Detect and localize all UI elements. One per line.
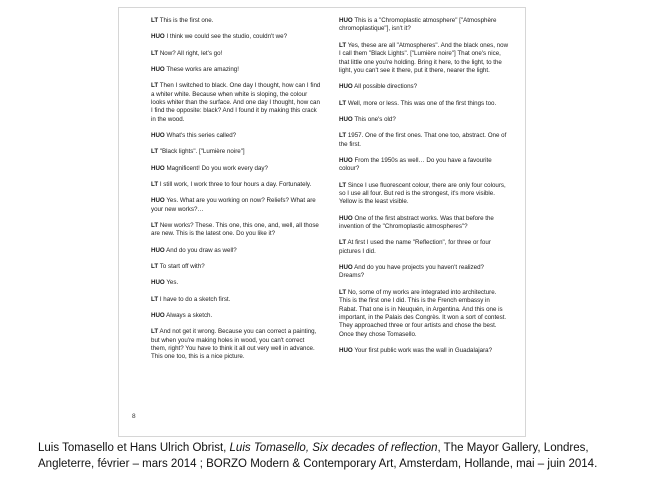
paragraph-text: Now? All right, let's go! (159, 49, 223, 57)
paragraph-text: I think we could see the studio, couldn't we? (166, 33, 288, 41)
interview-paragraph (151, 222, 321, 239)
paragraph-text: Yes, these are all "Atmospheres". And the black ones, now I call them "Black Lights". ["Lumière noire"] That one's nice, that little one you're holding. Bring it here, to the light, to the light, you can't see it there, put it there, nearer the light. (339, 41, 509, 74)
interview-paragraph (339, 157, 509, 174)
figure-caption (38, 441, 638, 472)
speaker-label: HUO (151, 33, 165, 41)
left-column (151, 17, 321, 370)
paragraph-text: And not get it wrong. Because you can correct a painting, but when you're making holes in wood, you can't correct them, right? You have to think it all out very well in advance. This one too, this is a nice picture. (151, 328, 317, 361)
speaker-label: HUO (339, 115, 353, 123)
interview-paragraph (339, 215, 509, 232)
paragraph-text: Then I switched to black. One day I thought, how can I find a whiter white. Because when white is sloping, the colour looks whiter than the surface. And one day I thought, how can I find the opposite: black? And I found it by making this crack in the wood. (151, 82, 321, 123)
interview-paragraph (339, 289, 509, 339)
paragraph-text: New works? These. This one, this one, and, well, all those are new. This is the latest one. Do you like it? (151, 222, 319, 238)
interview-paragraph (339, 239, 509, 256)
speaker-label: LT (151, 263, 159, 270)
speaker-label: HUO (151, 311, 165, 319)
paragraph-text: Yes. What are you working on now? Reliefs? What are your new works?… (151, 197, 316, 213)
paragraph-text: 1957. One of the first ones. That one too, abstract. One of the first. (339, 132, 507, 148)
paragraph-text: Yes. (166, 279, 179, 287)
paragraph-text: All possible directions? (354, 83, 418, 91)
speaker-label: LT (151, 49, 159, 57)
interview-paragraph (151, 33, 321, 41)
interview-paragraph (151, 296, 321, 304)
speaker-label: HUO (151, 65, 165, 73)
interview-paragraph (151, 247, 321, 255)
paragraph-text: To start off with? (159, 263, 205, 270)
interview-paragraph (339, 100, 509, 108)
speaker-label: LT (151, 295, 159, 303)
paragraph-text: This is the first one. (159, 17, 214, 24)
interview-paragraph (339, 83, 509, 91)
speaker-label: HUO (339, 83, 353, 91)
paragraph-text: At first I used the name "Reflection", for three or four pictures I did. (339, 239, 491, 255)
interview-paragraph (339, 182, 509, 207)
paragraph-text: Your first public work was the wall in Guadalajara? (354, 347, 493, 355)
interview-paragraph (151, 263, 321, 271)
speaker-label: HUO (151, 164, 165, 172)
speaker-label: HUO (151, 132, 165, 140)
speaker-label: LT (339, 288, 347, 296)
speaker-label: HUO (339, 214, 353, 222)
interview-paragraph (339, 42, 509, 76)
paragraph-text: I still work, I work three to four hours a day. Fortunately. (159, 181, 312, 188)
speaker-label: HUO (339, 264, 353, 272)
interview-paragraph (339, 116, 509, 124)
interview-paragraph (151, 148, 321, 156)
interview-paragraph (151, 82, 321, 124)
paragraph-text: "Black lights". ["Lumière noire"] (159, 148, 245, 156)
speaker-label: HUO (339, 156, 353, 164)
interview-paragraph (151, 328, 321, 362)
caption-publication: , The Mayor Gallery, Londres, Angleterre, février – mars 2014 ; BORZO Modern & Contemporary Art, Amsterdam, Hollande, mai – juin 2014. (38, 442, 598, 470)
interview-paragraph (339, 17, 509, 34)
interview-paragraph (151, 132, 321, 140)
interview-paragraph (151, 17, 321, 25)
interview-paragraph (151, 165, 321, 173)
interview-paragraph (151, 181, 321, 189)
paragraph-text: And do you draw as well? (166, 246, 237, 254)
speaker-label: LT (151, 82, 159, 90)
caption-title: Luis Tomasello, Six decades of reflection (229, 442, 438, 454)
speaker-label: LT (339, 181, 347, 189)
paragraph-text: Since I use fluorescent colour, there are only four colours, so I use all four. But red is the strongest, it's more visible. Yellow is the least visible. (339, 181, 506, 206)
right-column (339, 17, 509, 363)
speaker-label: HUO (151, 279, 165, 287)
speaker-label: HUO (339, 347, 353, 355)
speaker-label: LT (339, 239, 347, 247)
speaker-label: LT (339, 41, 347, 49)
speaker-label: LT (151, 222, 159, 229)
paragraph-text: These works are amazing! (166, 65, 239, 73)
speaker-label: LT (151, 148, 159, 156)
page-number: 8 (132, 413, 136, 420)
paragraph-text: This one's old? (354, 115, 396, 123)
paragraph-text: And do you have projects you haven't realized? Dreams? (339, 264, 484, 280)
interview-paragraph (151, 197, 321, 214)
interview-paragraph (151, 279, 321, 287)
speaker-label: LT (151, 328, 159, 336)
interview-paragraph (151, 66, 321, 74)
paragraph-text: No, some of my works are integrated into architecture. This is the first one I did. This is the French embassy in Rabat. That one is in Neuquén, in Argentina. And this one is important, in the Palais des Congrès. It won a sort of contest. They approached three or four artists and chose the best. Once they chose Tomasello. (339, 288, 507, 338)
speaker-label: LT (339, 99, 347, 107)
paragraph-text: Magnificent! Do you work every day? (166, 164, 268, 172)
book-page (118, 7, 526, 437)
speaker-label: LT (339, 132, 347, 140)
paragraph-text: This is a "Chromoplastic atmosphere" ["Atmosphère chromoplastique"], isn't it? (339, 17, 497, 33)
paragraph-text: From the 1950s as well… Do you have a favourite colour? (339, 156, 492, 173)
speaker-label: LT (151, 181, 159, 188)
interview-paragraph (339, 347, 509, 355)
speaker-label: HUO (151, 246, 165, 254)
paragraph-text: I have to do a sketch first. (159, 295, 231, 303)
speaker-label: LT (151, 17, 159, 24)
caption-authors: Luis Tomasello et Hans Ulrich Obrist, (38, 442, 230, 454)
speaker-label: HUO (339, 17, 353, 24)
paragraph-text: Always a sketch. (166, 311, 213, 319)
speaker-label: HUO (151, 197, 165, 205)
paragraph-text: One of the first abstract works. Was that before the invention of the "Chromoplastic atmospheres"? (339, 214, 494, 231)
interview-paragraph (151, 50, 321, 58)
paragraph-text: What's this series called? (166, 132, 237, 140)
interview-paragraph (339, 132, 509, 149)
interview-paragraph (339, 264, 509, 281)
paragraph-text: Well, more or less. This was one of the first things too. (347, 99, 497, 107)
interview-paragraph (151, 312, 321, 320)
